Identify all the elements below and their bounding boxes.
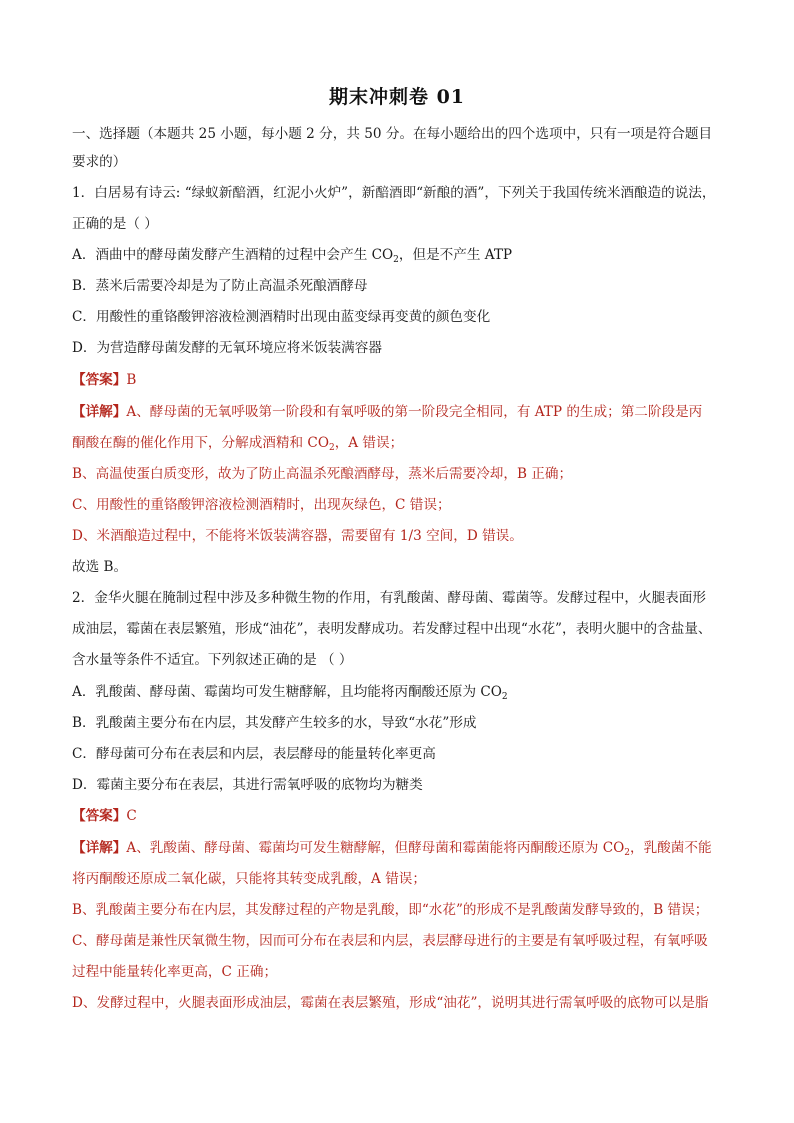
q2-answer-value: C (126, 808, 137, 824)
q2-stem-line1: 2．金华火腿在腌制过程中涉及多种微生物的作用，有乳酸菌、酵母菌、霉菌等。发酵过程中，火腿表面形 (72, 590, 706, 606)
q1-option-a (72, 245, 732, 265)
q2-detail-line3: B、乳酸菌主要分布在内层，其发酵过程的产物是乳酸，即“水花”的形成不是乳酸菌发酵导致的，B 错误； (72, 902, 709, 918)
q2-detail-tag: 【详解】 (72, 840, 127, 856)
q2-detail-line2: 将丙酮酸还原成二氧化碳，只能将其转变成乳酸，A 错误； (72, 871, 426, 887)
section-header-line2: 要求的） (72, 154, 127, 170)
q2-option-b: B．乳酸菌主要分布在内层，其发酵产生较多的水，导致“水花”形成 (72, 715, 477, 731)
q2-answer (72, 806, 732, 826)
q1-option-a-text: A．酒曲中的酵母菌发酵产生酒精的过程中会产生 CO (72, 247, 394, 263)
q1-detail-line3: B、高温使蛋白质变形，故为了防止高温杀死酿酒酵母，蒸米后需要冷却，B 正确； (72, 466, 573, 482)
q2-detail-line6: D、发酵过程中，火腿表面形成油层，霉菌在表层繁殖，形成“油花”，说明其进行需氧呼吸的底物可以是脂 (72, 995, 709, 1011)
q1-stem-line1: 1．白居易有诗云: “绿蚁新醅酒，红泥小火炉”，新醅酒即“新酿的酒”，下列关于我国传统米酒酿造的说法， (72, 185, 716, 201)
q2-detail-text1-tail: ，乳酸菌不能 (629, 840, 712, 856)
q1-option-c: C．用酸性的重铬酸钾溶液检测酒精时出现由蓝变绿再变黄的颜色变化 (72, 309, 491, 325)
q1-option-b: B．蒸米后需要冷却是为了防止高温杀死酿酒酵母 (72, 278, 368, 294)
q2-option-c: C．酵母菌可分布在表层和内层，表层酵母的能量转化率更高 (72, 746, 436, 762)
q2-answer-tag: 【答案】 (72, 808, 127, 824)
q2-detail-line5: 过程中能量转化率更高，C 正确； (72, 964, 278, 980)
q1-detail-line4: C、用酸性的重铬酸钾溶液检测酒精时，出现灰绿色，C 错误； (72, 497, 451, 513)
q2-detail-subscript: 2 (624, 848, 630, 858)
q2-option-d: D．霉菌主要分布在表层，其进行需氧呼吸的底物均为糖类 (72, 777, 423, 793)
q1-detail-text2: 酮酸在酶的催化作用下，分解成酒精和 CO (72, 435, 329, 451)
q2-option-a-subscript: 2 (501, 692, 508, 702)
q1-stem-line2: 正确的是（ ） (72, 216, 158, 232)
q1-option-a-subscript: 2 (393, 255, 399, 265)
q2-detail-line4: C、酵母菌是兼性厌氧微生物，因而可分布在表层和内层，表层酵母进行的主要是有氧呼吸过程，有氧呼吸 (72, 933, 708, 949)
page-title: 期末冲刺卷 01 (328, 86, 466, 108)
q1-detail-text2-tail: ，A 错误； (334, 435, 404, 451)
q2-detail-line1 (72, 838, 732, 858)
q1-option-a-tail: ，但是不产生 ATP (398, 247, 513, 263)
section-header-line1: 一、选择题（本题共 25 小题，每小题 2 分，共 50 分。在每小题给出的四个选项中，只有一项是符合题目 (72, 126, 713, 142)
q2-stem-line2: 成油层，霉菌在表层繁殖，形成“油花”，表明发酵成功。若发酵过程中出现“水花”，表明火腿中的含盐量、 (72, 621, 712, 637)
q1-detail-text1: A、酵母菌的无氧呼吸第一阶段和有氧呼吸的第一阶段完全相同，有 ATP 的生成；第二阶段是丙 (126, 404, 703, 420)
q2-detail-text1: A、乳酸菌、酵母菌、霉菌均可发生糖酵解，但酵母菌和霉菌能将丙酮酸还原为 CO (126, 840, 625, 856)
q2-option-a-text: A．乳酸菌、酵母菌、霉菌均可发生糖酵解，且均能将丙酮酸还原为 CO (72, 684, 502, 700)
q1-option-d: D．为营造酵母菌发酵的无氧环境应将米饭装满容器 (72, 340, 382, 356)
q1-detail-line5: D、米酒酿造过程中，不能将米饭装满容器，需要留有 1/3 空间，D 错误。 (72, 528, 523, 544)
q2-stem-line3: 含水量等条件不适宜。下列叙述正确的是 （ ） (72, 652, 353, 668)
q1-conclusion: 故选 B。 (72, 559, 128, 575)
q1-detail-tag: 【详解】 (72, 404, 127, 420)
q1-answer (72, 370, 732, 390)
q1-detail-line1 (72, 402, 732, 422)
q1-detail-line2 (72, 433, 732, 453)
q1-answer-value: B (126, 372, 137, 388)
q1-answer-tag: 【答案】 (72, 372, 127, 388)
q1-detail-subscript: 2 (328, 443, 335, 453)
q2-option-a (72, 682, 732, 702)
